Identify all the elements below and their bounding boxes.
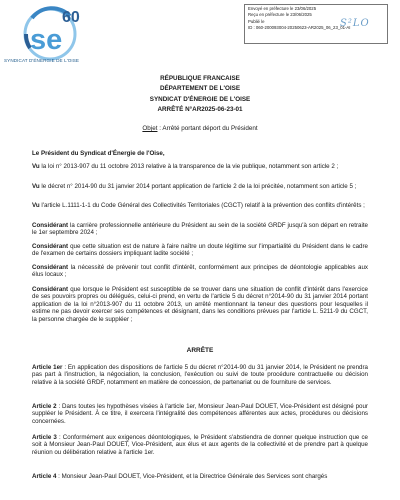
considerant-3-text: la nécessité de prévenir tout conflit d'intérêt, conformément aux principes de déontologie applicables aux élus locaux ; — [32, 264, 368, 279]
considerant-1-text: la carrière professionnelle antérieure du Président au sein de la société GRDF jusqu'à son départ en retraite le 1er septembre 2024 ; — [32, 222, 368, 237]
article-2-text: : Dans toutes les hypothèses visées à l'article 1er, Monsieur Jean-Paul DOUET, Vice-Président est désigné pour suppléer le Président. À ce titre, il exercera l'intégralité des compétences afférentes aux actes, procédures ou décisions concernées. — [32, 403, 368, 425]
considerant-1-lead: Considérant — [32, 222, 69, 229]
vu-2-lead: Vu — [32, 183, 40, 190]
stamp-published: Publié le — [248, 18, 265, 24]
header-syndicat: SYNDICAT D'ÉNERGIE DE L'OISE — [149, 96, 251, 103]
header-arrete-number: ARRÊTÉ N°AR2025-06-23-01 — [157, 106, 243, 113]
vu-1 — [32, 163, 368, 170]
article-3-text: : Conformément aux exigences déontologiques, le Président s'abstiendra de donner quelque instruction que ce soit à Monsieur Jean-Paul DOUET, Vice-Président, aux élus et aux agents de la collectivité et de prendre part à quelque réunion ou délibération relative à l'article 1er. — [32, 434, 368, 456]
stamp-received: Reçu en préfecture le 23/06/2025 — [248, 12, 312, 18]
logo-text: se — [30, 24, 63, 56]
considerant-2-text: que cette situation est de nature à faire naître un doute légitime sur l'impartialité du Président dans le cadre de l'examen de certains dossiers impliquant ladite société ; — [32, 243, 368, 258]
vu-2-text: le décret n° 2014-90 du 31 janvier 2014 portant application de l'article 2 de la loi précitée, notamment son article 5 ; — [39, 183, 357, 190]
vu-3-text: l'article L.1111-1-1 du Code Général des Collectivités Territoriales (CGCT) relatif à la prévention des conflits d'intérêts ; — [39, 202, 365, 209]
article-3 — [32, 434, 368, 456]
considerant-3 — [32, 264, 368, 279]
objet-text: : Arrêté portant déport du Président — [157, 125, 258, 132]
vu-2 — [32, 183, 368, 190]
article-4-lead: Article 4 — [32, 473, 57, 480]
logo-caption: SYNDICAT D'ÉNERGIE DE L'OISE — [4, 58, 80, 63]
considerant-3-lead: Considérant — [32, 264, 69, 271]
considerant-2 — [32, 243, 368, 258]
article-2 — [32, 403, 368, 425]
stamp-sent: Envoyé en préfecture le 23/06/2025 — [248, 6, 317, 11]
article-4-text: : Monsieur Jean-Paul DOUET, Vice-Président, et la Directrice Générale des Services sont chargés — [56, 473, 328, 480]
article-1 — [32, 364, 368, 386]
article-1-lead: Article 1er — [32, 364, 63, 371]
header-departement: DÉPARTEMENT DE L'OISE — [159, 85, 241, 92]
s2lo-brand: S²LO — [340, 18, 370, 29]
article-4 — [32, 473, 368, 480]
vu-3 — [32, 202, 368, 209]
considerant-4-lead: Considérant — [32, 286, 69, 293]
considerant-2-lead: Considérant — [32, 243, 69, 250]
stamp-id: ID : 060-200093004-20250623-AR2025_06_23_01-AI — [248, 24, 351, 30]
header-republique: RÉPUBLIQUE FRANCAISE — [160, 75, 240, 82]
intro: Le Président du Syndicat d'Énergie de l'Oise, — [32, 150, 165, 157]
vu-3-lead: Vu — [32, 202, 40, 209]
considerant-4 — [32, 286, 368, 323]
considerant-1 — [32, 222, 368, 237]
article-3-lead: Article 3 — [32, 434, 57, 441]
arrete-heading: ARRÊTE — [186, 347, 214, 354]
logo-number: 60 — [62, 9, 80, 26]
objet-line — [0, 125, 400, 132]
article-1-text: : En application des dispositions de l'article 5 du décret n°2014-90 du 31 janvier 2014, le Président ne prendra pas part à l'instruction, la négociation, la conclusion, l'exécution ou suivi de toute procédure contractuelle ou décision relative à la société GRDF, notamment en matière de concession, de partenariat ou de fourniture de services. — [32, 364, 368, 386]
article-2-lead: Article 2 — [32, 403, 57, 410]
considerant-4-text: que lorsque le Président est susceptible de se trouver dans une situation de conflit d'intérêt dans l'exercice de ses pouvoirs propres ou délégués, celui-ci prend, en vertu de l'article 5 du décret n°2014-90 du 31 janvier 2014 portant application de la loi n°2013-907 du 11 octobre 2013, un arrêté mentionnant la teneur des questions pour lesquelles il estime ne pas devoir exercer ses compétences et désignant, dans les conditions prévues par l'article L. 5211-9 du CGCT, la personne chargée de le suppléer ; — [32, 286, 368, 323]
vu-1-lead: Vu — [32, 163, 40, 170]
objet-label: Objet — [142, 125, 158, 132]
vu-1-text: la loi n° 2013-907 du 11 octobre 2013 relative à la transparence de la vie publique, notamment son article 2 ; — [39, 163, 339, 170]
